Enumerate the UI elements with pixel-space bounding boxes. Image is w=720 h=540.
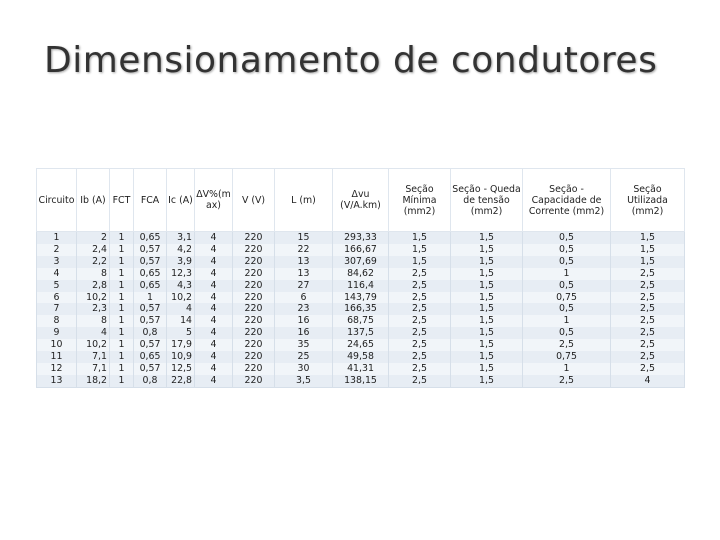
cell-ic: 12,5 [167,363,195,375]
cell-length: 27 [275,280,333,292]
table-row [37,363,685,375]
cell-delta-v-max: 4 [195,232,233,244]
cell-voltage: 220 [233,256,275,268]
cell-circuito: 3 [37,256,77,268]
table-row [37,244,685,256]
cell-ib: 8 [77,315,110,327]
conductor-sizing-table [36,168,685,388]
cell-circuito: 7 [37,303,77,315]
table-row [37,292,685,304]
cell-voltage: 220 [233,351,275,363]
cell-fca: 1 [134,292,167,304]
cell-voltage: 220 [233,327,275,339]
cell-secao-capacidade-corrente: 0,5 [523,327,611,339]
cell-ib: 10,2 [77,292,110,304]
cell-secao-utilizada: 2,5 [611,363,685,375]
cell-fca: 0,8 [134,327,167,339]
cell-fct: 1 [110,327,134,339]
cell-fca: 0,57 [134,244,167,256]
header-voltage: V (V) [233,169,275,232]
cell-secao-capacidade-corrente: 0,5 [523,303,611,315]
cell-delta-v-max: 4 [195,268,233,280]
cell-secao-queda-tensao: 1,5 [451,363,523,375]
header-length: L (m) [275,169,333,232]
table-row [37,232,685,244]
table-row [37,315,685,327]
cell-secao-utilizada: 2,5 [611,268,685,280]
cell-fca: 0,57 [134,256,167,268]
cell-secao-minima: 2,5 [389,375,451,387]
cell-ib: 2,4 [77,244,110,256]
cell-ic: 12,3 [167,268,195,280]
cell-secao-minima: 1,5 [389,232,451,244]
cell-ic: 3,9 [167,256,195,268]
cell-fca: 0,57 [134,363,167,375]
cell-delta-v-max: 4 [195,292,233,304]
cell-ic: 10,2 [167,292,195,304]
cell-secao-queda-tensao: 1,5 [451,327,523,339]
cell-secao-capacidade-corrente: 1 [523,363,611,375]
cell-secao-queda-tensao: 1,5 [451,244,523,256]
cell-ic: 5 [167,327,195,339]
cell-ib: 8 [77,268,110,280]
cell-delta-vu: 49,58 [333,351,389,363]
cell-length: 25 [275,351,333,363]
cell-secao-queda-tensao: 1,5 [451,375,523,387]
cell-ib: 4 [77,327,110,339]
cell-secao-utilizada: 1,5 [611,232,685,244]
cell-fca: 0,57 [134,315,167,327]
header-secao-minima: Seção Mínima (mm2) [389,169,451,232]
cell-fct: 1 [110,268,134,280]
cell-ic: 22,8 [167,375,195,387]
cell-voltage: 220 [233,375,275,387]
cell-delta-vu: 143,79 [333,292,389,304]
cell-fca: 0,65 [134,280,167,292]
conductor-table-container [36,168,684,388]
cell-fca: 0,65 [134,351,167,363]
cell-secao-minima: 2,5 [389,292,451,304]
cell-delta-vu: 84,62 [333,268,389,280]
table-row [37,303,685,315]
cell-delta-vu: 68,75 [333,315,389,327]
cell-secao-utilizada: 2,5 [611,327,685,339]
table-row [37,256,685,268]
cell-secao-capacidade-corrente: 1 [523,268,611,280]
header-ib: Ib (A) [77,169,110,232]
cell-secao-queda-tensao: 1,5 [451,315,523,327]
cell-ib: 2,2 [77,256,110,268]
cell-voltage: 220 [233,280,275,292]
cell-circuito: 5 [37,280,77,292]
cell-length: 13 [275,268,333,280]
cell-secao-capacidade-corrente: 0,75 [523,351,611,363]
cell-secao-capacidade-corrente: 1 [523,315,611,327]
table-row [37,351,685,363]
cell-length: 23 [275,303,333,315]
cell-length: 35 [275,339,333,351]
cell-delta-v-max: 4 [195,339,233,351]
table-row [37,268,685,280]
cell-circuito: 1 [37,232,77,244]
cell-secao-utilizada: 1,5 [611,244,685,256]
cell-delta-vu: 166,35 [333,303,389,315]
cell-delta-v-max: 4 [195,280,233,292]
cell-secao-capacidade-corrente: 0,75 [523,292,611,304]
cell-secao-capacidade-corrente: 0,5 [523,232,611,244]
cell-fca: 0,57 [134,339,167,351]
cell-secao-minima: 2,5 [389,280,451,292]
header-secao-utilizada: Seção Utilizada (mm2) [611,169,685,232]
cell-ic: 14 [167,315,195,327]
cell-fct: 1 [110,339,134,351]
cell-voltage: 220 [233,339,275,351]
cell-delta-vu: 138,15 [333,375,389,387]
header-secao-queda-tensao: Seção - Queda de tensão (mm2) [451,169,523,232]
cell-ib: 7,1 [77,351,110,363]
cell-fct: 1 [110,351,134,363]
cell-secao-queda-tensao: 1,5 [451,232,523,244]
header-delta-vu: Δvu (V/A.km) [333,169,389,232]
cell-delta-v-max: 4 [195,256,233,268]
cell-secao-queda-tensao: 1,5 [451,303,523,315]
cell-voltage: 220 [233,244,275,256]
cell-ib: 2,3 [77,303,110,315]
cell-secao-queda-tensao: 1,5 [451,256,523,268]
cell-delta-v-max: 4 [195,327,233,339]
cell-ib: 2,8 [77,280,110,292]
cell-delta-vu: 24,65 [333,339,389,351]
cell-secao-queda-tensao: 1,5 [451,351,523,363]
cell-length: 16 [275,315,333,327]
cell-ib: 10,2 [77,339,110,351]
cell-circuito: 11 [37,351,77,363]
cell-secao-minima: 1,5 [389,244,451,256]
cell-secao-queda-tensao: 1,5 [451,339,523,351]
cell-circuito: 13 [37,375,77,387]
cell-fct: 1 [110,244,134,256]
cell-secao-capacidade-corrente: 0,5 [523,280,611,292]
cell-ic: 4,3 [167,280,195,292]
cell-fca: 0,65 [134,232,167,244]
cell-secao-queda-tensao: 1,5 [451,268,523,280]
cell-secao-utilizada: 2,5 [611,351,685,363]
cell-secao-utilizada: 2,5 [611,339,685,351]
cell-secao-minima: 2,5 [389,363,451,375]
header-delta-v-max: ΔV%(m ax) [195,169,233,232]
header-secao-capacidade-corrente: Seção - Capacidade de Corrente (mm2) [523,169,611,232]
page-title: Dimensionamento de condutores [44,40,658,81]
header-fca: FCA [134,169,167,232]
cell-secao-minima: 2,5 [389,303,451,315]
cell-secao-minima: 2,5 [389,327,451,339]
cell-ic: 17,9 [167,339,195,351]
cell-fct: 1 [110,256,134,268]
cell-voltage: 220 [233,268,275,280]
header-fct: FCT [110,169,134,232]
cell-ic: 10,9 [167,351,195,363]
cell-ib: 18,2 [77,375,110,387]
cell-secao-capacidade-corrente: 2,5 [523,339,611,351]
cell-ib: 7,1 [77,363,110,375]
table-row [37,327,685,339]
cell-fct: 1 [110,292,134,304]
cell-circuito: 6 [37,292,77,304]
cell-ic: 4,2 [167,244,195,256]
cell-fca: 0,65 [134,268,167,280]
cell-delta-v-max: 4 [195,363,233,375]
cell-circuito: 9 [37,327,77,339]
cell-secao-capacidade-corrente: 2,5 [523,375,611,387]
cell-voltage: 220 [233,292,275,304]
cell-circuito: 8 [37,315,77,327]
cell-length: 15 [275,232,333,244]
cell-length: 22 [275,244,333,256]
cell-voltage: 220 [233,232,275,244]
cell-delta-v-max: 4 [195,303,233,315]
cell-circuito: 12 [37,363,77,375]
cell-voltage: 220 [233,315,275,327]
cell-secao-utilizada: 2,5 [611,280,685,292]
cell-length: 3,5 [275,375,333,387]
cell-delta-vu: 166,67 [333,244,389,256]
table-row [37,375,685,387]
cell-length: 16 [275,327,333,339]
cell-secao-minima: 2,5 [389,268,451,280]
cell-secao-queda-tensao: 1,5 [451,292,523,304]
cell-delta-v-max: 4 [195,315,233,327]
cell-delta-vu: 116,4 [333,280,389,292]
cell-ic: 3,1 [167,232,195,244]
header-circuito: Circuito [37,169,77,232]
cell-secao-minima: 1,5 [389,256,451,268]
cell-delta-v-max: 4 [195,351,233,363]
header-ic: Ic (A) [167,169,195,232]
cell-delta-v-max: 4 [195,375,233,387]
cell-length: 30 [275,363,333,375]
cell-voltage: 220 [233,303,275,315]
cell-secao-utilizada: 2,5 [611,315,685,327]
cell-fca: 0,57 [134,303,167,315]
cell-secao-minima: 2,5 [389,351,451,363]
cell-secao-utilizada: 4 [611,375,685,387]
table-row [37,339,685,351]
cell-fct: 1 [110,232,134,244]
cell-secao-utilizada: 1,5 [611,256,685,268]
cell-secao-queda-tensao: 1,5 [451,280,523,292]
cell-voltage: 220 [233,363,275,375]
cell-length: 6 [275,292,333,304]
cell-delta-vu: 293,33 [333,232,389,244]
cell-ib: 2 [77,232,110,244]
table-row [37,280,685,292]
cell-secao-utilizada: 2,5 [611,292,685,304]
cell-fct: 1 [110,315,134,327]
cell-delta-vu: 41,31 [333,363,389,375]
cell-delta-vu: 307,69 [333,256,389,268]
cell-secao-utilizada: 2,5 [611,303,685,315]
cell-fct: 1 [110,280,134,292]
cell-delta-v-max: 4 [195,244,233,256]
cell-secao-capacidade-corrente: 0,5 [523,244,611,256]
cell-delta-vu: 137,5 [333,327,389,339]
cell-secao-capacidade-corrente: 0,5 [523,256,611,268]
cell-circuito: 2 [37,244,77,256]
cell-fct: 1 [110,303,134,315]
table-header-row [37,169,685,232]
table-body [37,232,685,388]
cell-secao-minima: 2,5 [389,339,451,351]
cell-fct: 1 [110,375,134,387]
cell-ic: 4 [167,303,195,315]
cell-fca: 0,8 [134,375,167,387]
cell-circuito: 4 [37,268,77,280]
cell-fct: 1 [110,363,134,375]
cell-secao-minima: 2,5 [389,315,451,327]
cell-length: 13 [275,256,333,268]
cell-circuito: 10 [37,339,77,351]
